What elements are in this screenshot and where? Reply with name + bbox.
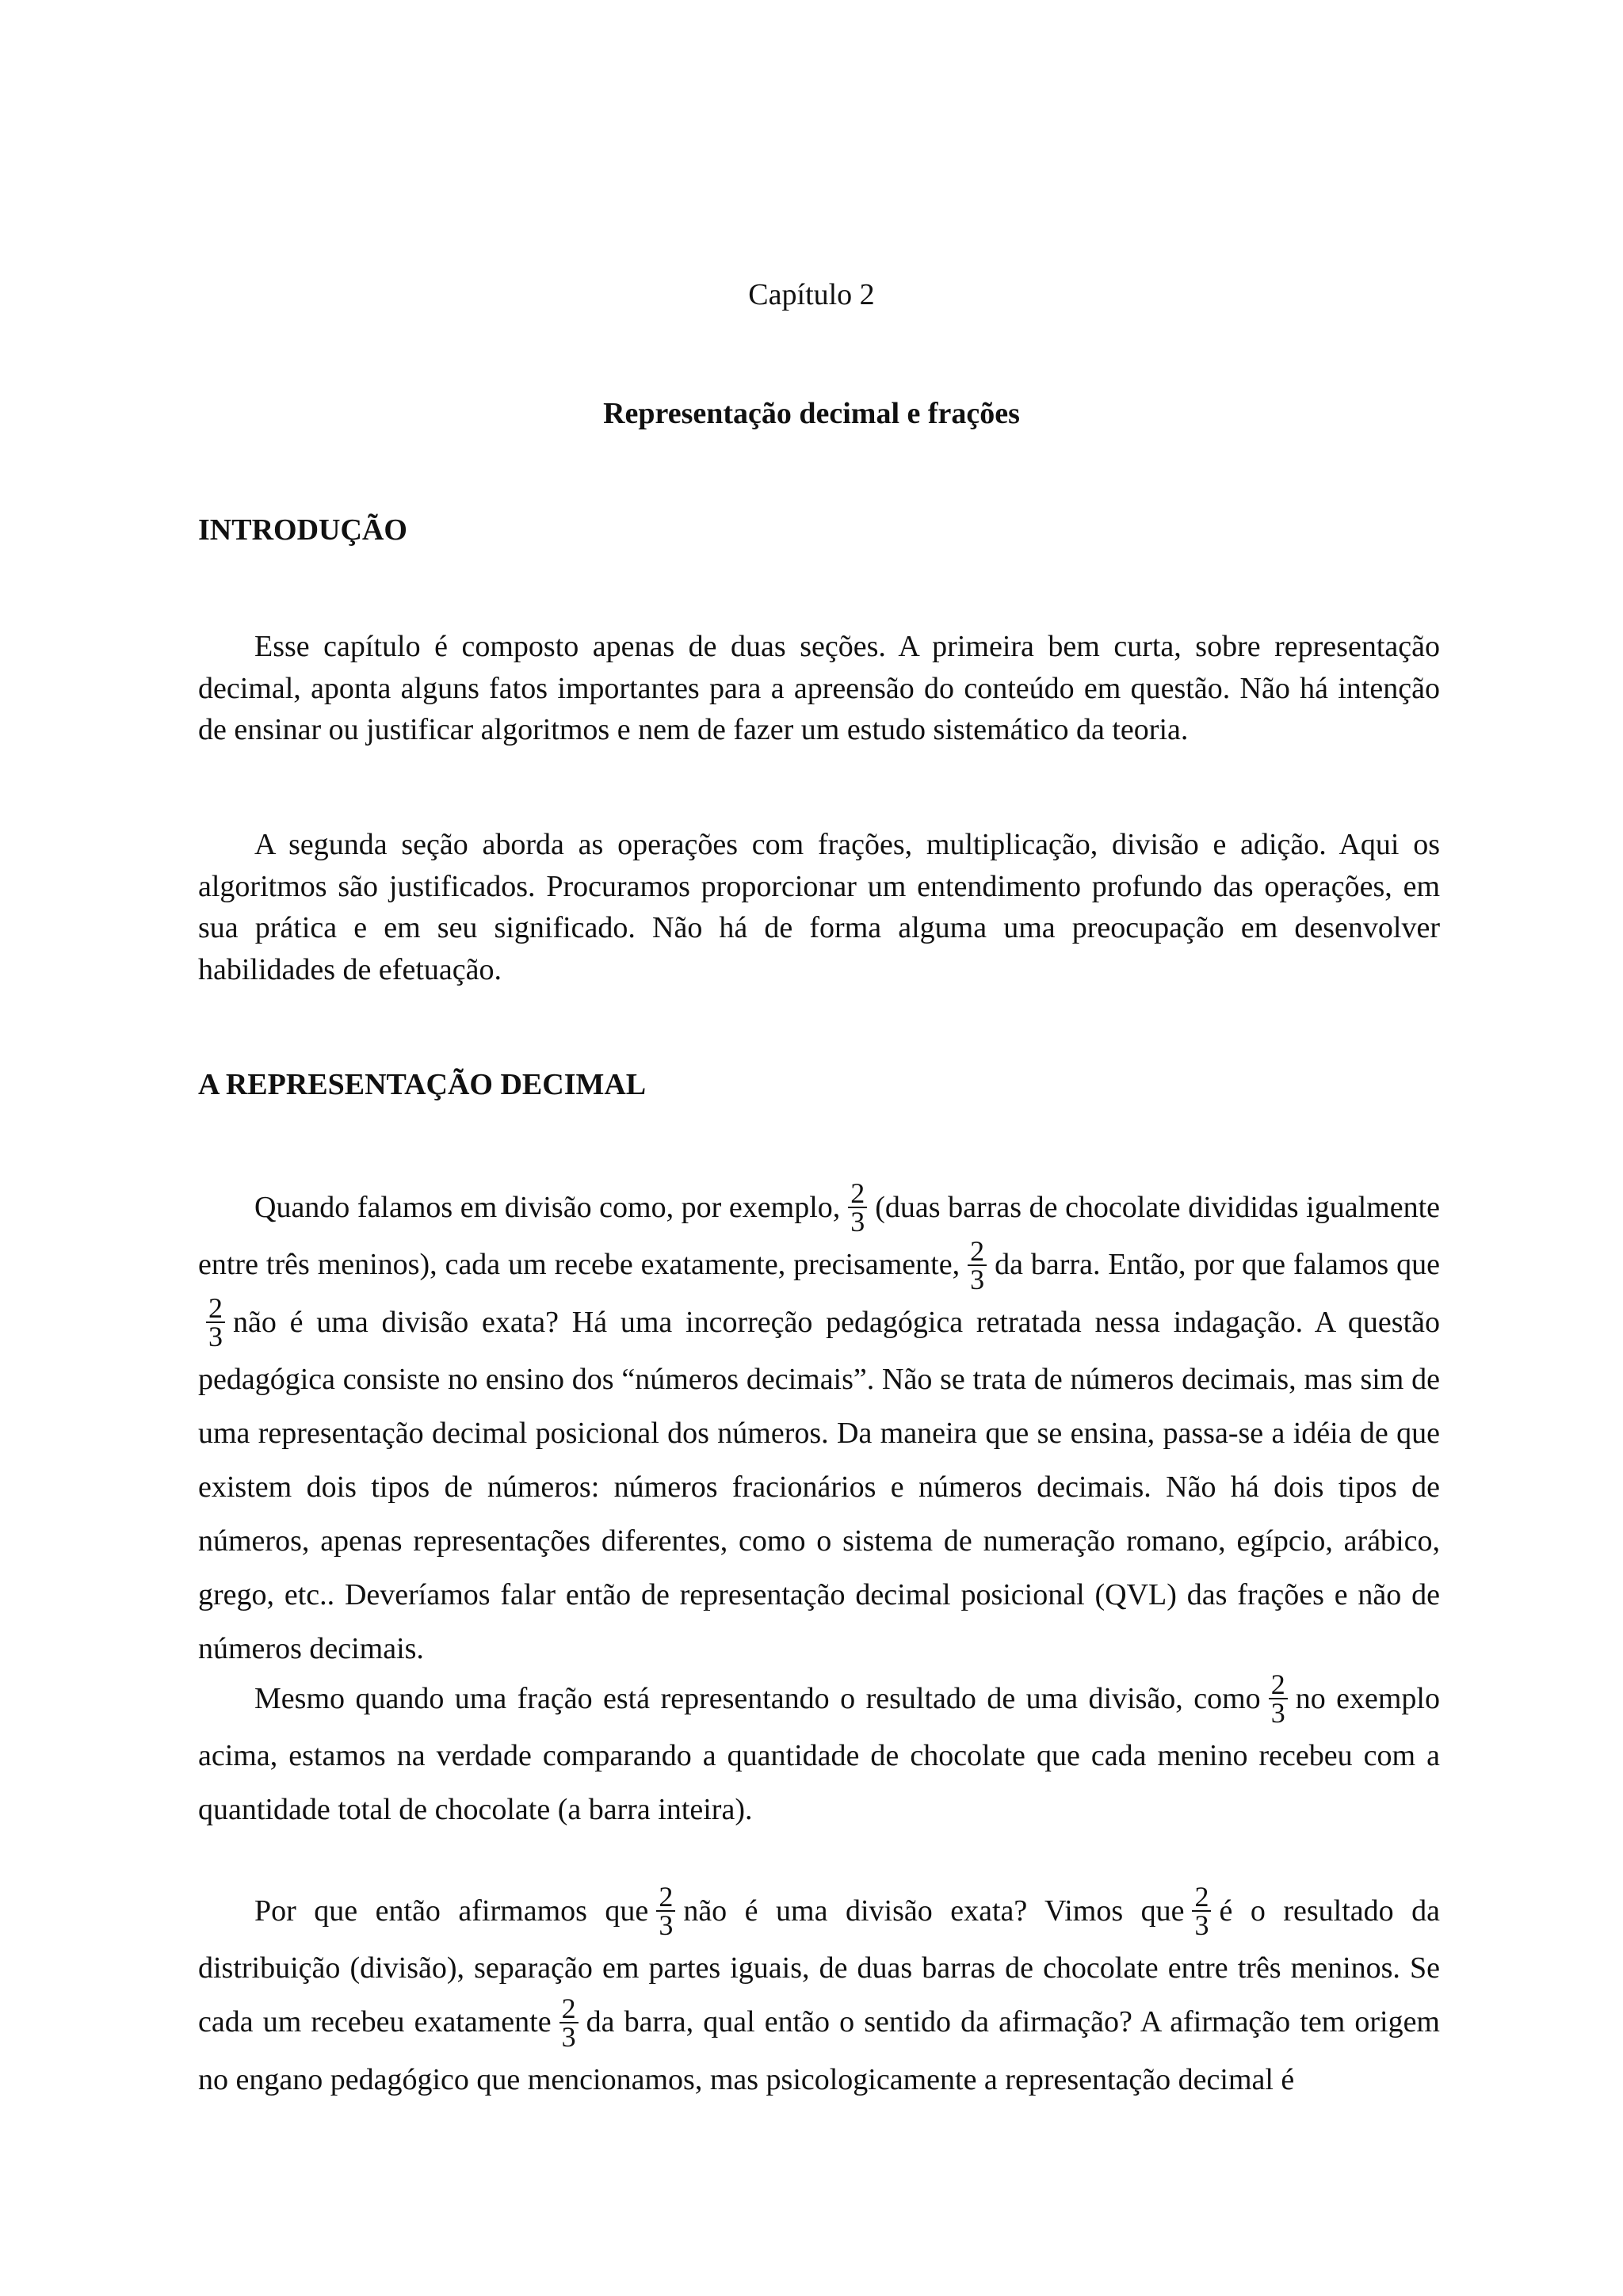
decimal-p1-text-b: (duas barras de chocolate divididas igualmente entre três meninos), cada um recebe exatamente, precisamente, xyxy=(198,1191,1440,1282)
fraction-two-thirds xyxy=(1192,1881,1211,1942)
fraction-numerator: 2 xyxy=(1194,1881,1209,1913)
decimal-p2-text-b: no exemplo acima, estamos na verdade comparando a quantidade de chocolate que cada menino recebeu com a quantidade total de chocolate (a barra inteira). xyxy=(198,1682,1440,1827)
decimal-p1-text-a: Quando falamos em divisão como, por exemplo, xyxy=(254,1191,841,1224)
decimal-paragraph-1 xyxy=(198,1177,1440,1676)
fraction-denominator: 3 xyxy=(850,1206,865,1238)
fraction-numerator: 2 xyxy=(208,1291,223,1324)
fraction-two-thirds xyxy=(656,1881,675,1942)
intro-paragraph-2: A segunda seção aborda as operações com frações, multiplicação, divisão e adição. Aqui os algoritmos são justificados. Procuramos proporcionar um entendimento profundo das operações, em sua prática e em seu significado. Não há de forma alguma uma preocupação em desenvolver habilidades de efetuação. xyxy=(198,828,1440,986)
decimal-p2-text-a: Mesmo quando uma fração está representando o resultado de uma divisão, como xyxy=(254,1682,1261,1715)
fraction-two-thirds xyxy=(206,1291,225,1352)
fraction-numerator: 2 xyxy=(850,1177,865,1210)
fraction-denominator: 3 xyxy=(208,1320,223,1352)
fraction-denominator: 3 xyxy=(970,1263,985,1295)
fraction-denominator: 3 xyxy=(561,2020,576,2053)
chapter-title: Representação decimal e frações xyxy=(603,397,1020,430)
decimal-p3-text-a: Por que então afirmamos que xyxy=(254,1894,649,1928)
decimal-p1-text-d: não é uma divisão exata? Há uma incorreção pedagógica retratada nessa indagação. A questão pedagógica consiste no ensino dos “números decimais”. Não se trata de números decimais, mas sim de uma representação decimal posicional dos números. Da maneira que se ensina, passa-se a idéia de que existem dois tipos de números: números fracionários e números decimais. Não há dois tipos de números, apenas representações diferentes, como o sistema de numeração romano, egípcio, arábico, grego, etc.. Deveríamos falar então de representação decimal posicional (QVL) das frações e não de números decimais. xyxy=(198,1305,1440,1665)
fraction-denominator: 3 xyxy=(1270,1697,1285,1730)
fraction-numerator: 2 xyxy=(1270,1669,1285,1701)
decimal-paragraph-2 xyxy=(198,1669,1440,1836)
fraction-numerator: 2 xyxy=(970,1234,985,1267)
fraction-denominator: 3 xyxy=(659,1909,674,1942)
fraction-two-thirds xyxy=(848,1177,867,1238)
section-heading-introducao: INTRODUÇÃO xyxy=(198,513,407,547)
chapter-label: Capítulo 2 xyxy=(748,278,875,311)
fraction-denominator: 3 xyxy=(1194,1909,1209,1942)
fraction-two-thirds xyxy=(1269,1669,1288,1730)
decimal-p3-text-b: não é uma divisão exata? Vimos que xyxy=(683,1894,1185,1928)
intro-paragraph-1: Esse capítulo é composto apenas de duas seções. A primeira bem curta, sobre representação decimal, aponta alguns fatos importantes para a apreensão do conteúdo em questão. Não há intenção de ensinar ou justificar algoritmos e nem de fazer um estudo sistemático da teoria. xyxy=(198,630,1440,746)
fraction-two-thirds xyxy=(968,1234,987,1295)
fraction-numerator: 2 xyxy=(659,1881,674,1913)
section-heading-representacao-decimal: A REPRESENTAÇÃO DECIMAL xyxy=(198,1068,647,1101)
fraction-numerator: 2 xyxy=(561,1992,576,2024)
decimal-paragraph-3 xyxy=(198,1881,1440,2107)
fraction-two-thirds xyxy=(559,1992,579,2053)
decimal-p1-text-c: da barra. Então, por que falamos que xyxy=(995,1248,1440,1282)
decimal-p3-text-d: da barra, qual então o sentido da afirmação? A afirmação tem origem no engano pedagógico que mencionamos, mas psicologicamente a representação decimal é xyxy=(198,2005,1440,2096)
decimal-p3-text-c: é o resultado da distribuição (divisão), separação em partes iguais, de duas barras de chocolate entre três meninos. Se cada um recebeu exatamente xyxy=(198,1894,1440,2039)
